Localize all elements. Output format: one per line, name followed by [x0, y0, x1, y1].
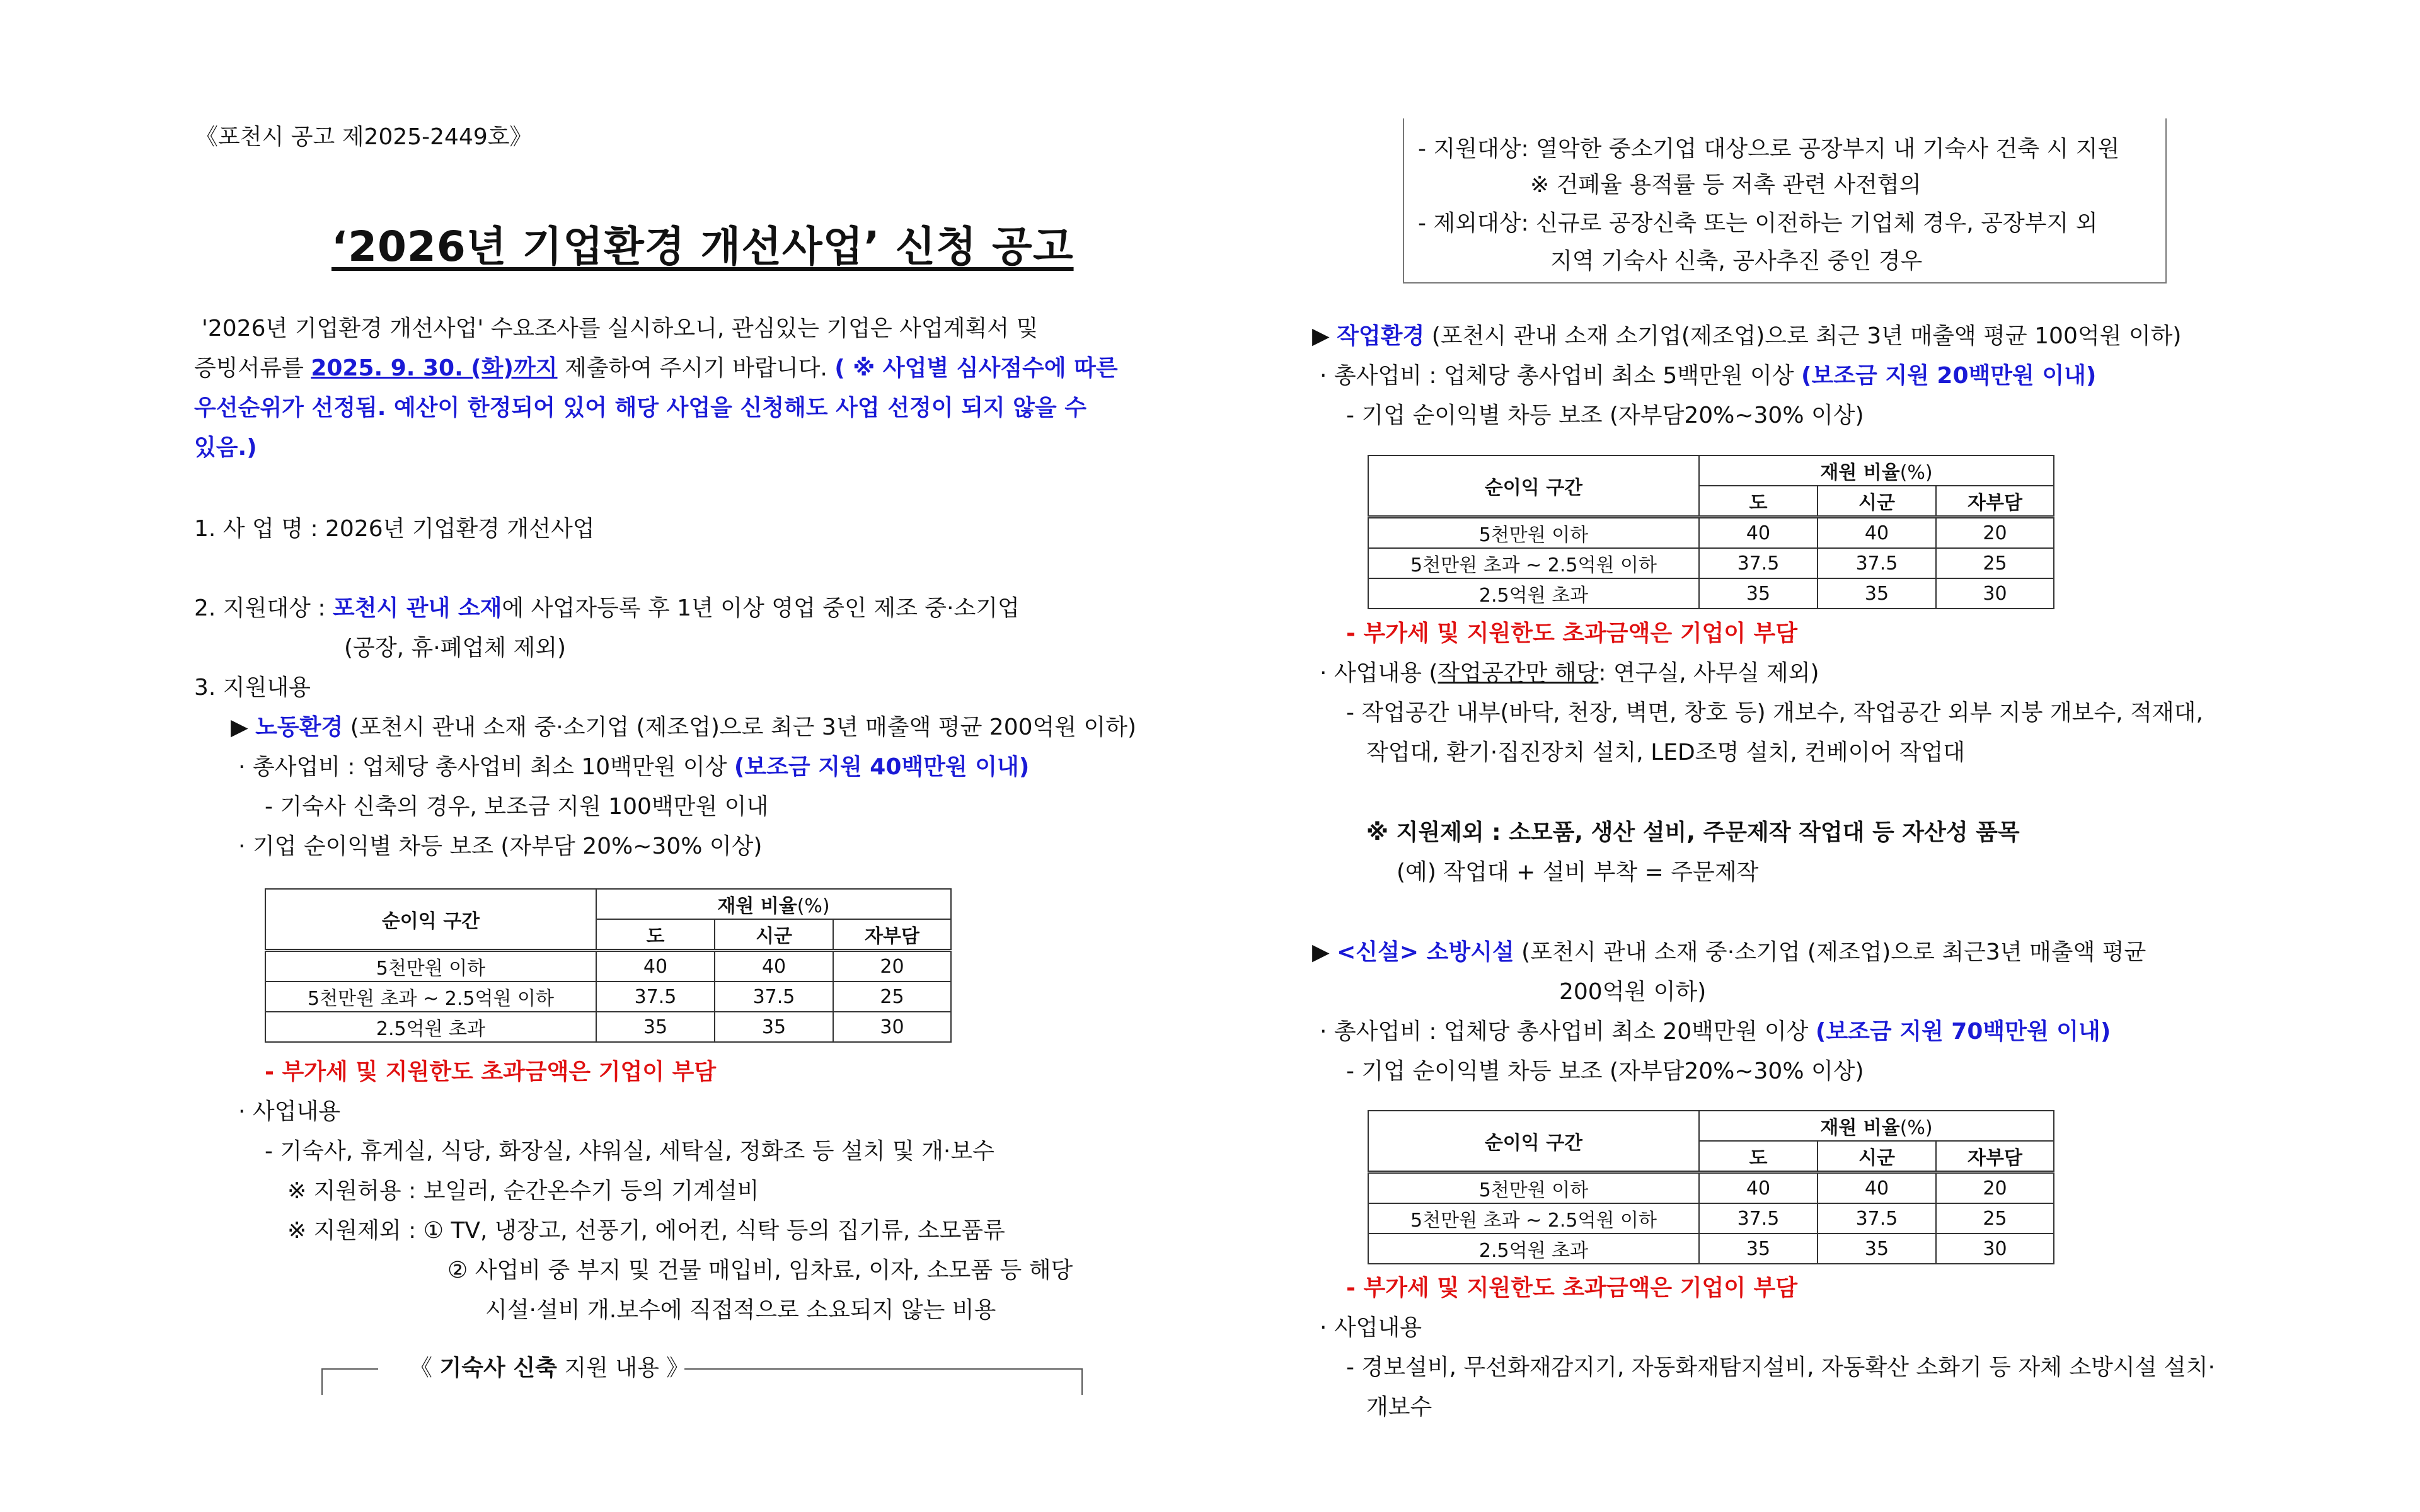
intro-notice: ( ※ 사업별 심사점수에 따른 — [834, 355, 1118, 381]
table-row — [1368, 548, 2054, 578]
work-desc: (포천시 관내 소재 소기업(제조업)으로 최근 3년 매출액 평균 100억원 이하) — [1431, 323, 2182, 349]
funding-ratio-table-work — [1368, 455, 2054, 609]
header-ratio — [1699, 1111, 2054, 1141]
intro-text: 증빙서류를 — [194, 355, 311, 381]
work-heading — [1312, 323, 2181, 350]
labor-cost-text: · 총사업비 : 업체당 총사업비 최소 10백만원 이상 — [238, 754, 734, 780]
fire-content-1: - 경보설비, 무선화재감지기, 자동화재탐지설비, 자동확산 소화기 등 자체 소방시설 설치· — [1346, 1354, 2215, 1380]
intro-line-4: 있음.) — [194, 435, 257, 461]
arrow-icon: ▶ — [231, 714, 248, 740]
cell-do: 37.5 — [1699, 548, 1818, 578]
cell-self: 20 — [1936, 517, 2054, 549]
work-content-1: - 작업공간 내부(바닥, 천장, 벽면, 창호 등) 개보수, 작업공간 외부 지붕 개보수, 적재대, — [1346, 700, 2203, 726]
labor-content-5: 시설·설비 개.보수에 직접적으로 소요되지 않는 비용 — [485, 1297, 996, 1323]
cell-range: 5천만원 이하 — [1368, 1172, 1699, 1204]
dorm-box-line-4: 지역 기숙사 신축, 공사추진 중인 경우 — [1550, 248, 1923, 274]
cell-sigun: 35 — [715, 1012, 833, 1042]
work-vat-note: - 부가세 및 지원한도 초과금액은 기업이 부담 — [1346, 621, 1798, 646]
cell-self: 25 — [1936, 548, 2054, 578]
cell-sigun: 37.5 — [1818, 548, 1936, 578]
table-row — [1368, 1203, 2054, 1234]
table-row — [265, 982, 951, 1012]
target-location: 포천시 관내 소재 — [332, 595, 502, 621]
header-pct: (%) — [797, 895, 830, 917]
labor-dorm-note: - 기숙사 신축의 경우, 보조금 지원 100백만원 이내 — [265, 794, 769, 820]
target-desc: 에 사업자등록 후 1년 이상 영업 중인 제조 중·소기업 — [502, 595, 1020, 621]
cell-sigun: 40 — [1818, 517, 1936, 549]
cell-self: 30 — [1936, 1234, 2054, 1264]
box-divider — [1081, 1368, 1083, 1395]
labor-vat-note: - 부가세 및 지원한도 초과금액은 기업이 부담 — [265, 1059, 717, 1085]
header-sigun: 시군 — [1818, 486, 1936, 517]
section-3-support: 3. 지원내용 — [194, 675, 311, 701]
header-income: 순이익 구간 — [265, 889, 596, 951]
labor-content-2: ※ 지원허용 : 보일러, 순간온수기 등의 기계설비 — [287, 1178, 759, 1204]
cell-sigun: 37.5 — [1818, 1203, 1936, 1234]
intro-line-2 — [194, 355, 1118, 382]
labor-content-3: ※ 지원제외 : ① TV, 냉장고, 선풍기, 에어컨, 식탁 등의 집기류, 소모품류 — [287, 1218, 1005, 1244]
labor-total-cost — [238, 753, 1029, 781]
fire-content-heading: · 사업내용 — [1320, 1315, 1422, 1341]
box-divider — [321, 1368, 378, 1370]
section-2-target — [194, 595, 1020, 622]
cell-do: 37.5 — [1699, 1203, 1818, 1234]
cell-do: 37.5 — [596, 982, 715, 1012]
fire-subsidy-limit: (보조금 지원 70백만원 이내) — [1815, 1019, 2111, 1045]
work-total-cost — [1320, 362, 2096, 390]
fire-ratio: - 기업 순이익별 차등 보조 (자부담20%~30% 이상) — [1346, 1058, 1864, 1084]
work-example: (예) 작업대 + 설비 부착 = 주문제작 — [1397, 859, 1759, 885]
section-1-business-name: 1. 사 업 명 : 2026년 기업환경 개선사업 — [194, 516, 595, 542]
page-title: ‘2026년 기업환경 개선사업’ 신청 공고 — [331, 222, 1074, 271]
header-self: 자부담 — [1936, 1141, 2054, 1172]
cell-do: 40 — [1699, 517, 1818, 549]
box-divider — [321, 1368, 323, 1395]
table-row — [265, 951, 951, 982]
work-exclusion: ※ 지원제외 : 소모품, 생산 설비, 주문제작 작업대 등 자산성 품목 — [1366, 820, 2020, 845]
box-title-bold: 기숙사 신축 — [439, 1355, 557, 1381]
header-self: 자부담 — [833, 919, 951, 951]
cell-self: 30 — [833, 1012, 951, 1042]
cell-self: 30 — [1936, 578, 2054, 609]
cell-do: 35 — [1699, 1234, 1818, 1264]
fire-desc-2: 200억원 이하) — [1559, 979, 1707, 1005]
work-cost-text: · 총사업비 : 업체당 총사업비 최소 5백만원 이상 — [1320, 363, 1801, 389]
header-sigun: 시군 — [715, 919, 833, 951]
header-ratio — [1699, 455, 2054, 486]
dorm-box-line-1: - 지원대상: 열악한 중소기업 대상으로 공장부지 내 기숙사 건축 시 지원 — [1418, 136, 2120, 162]
dorm-box-line-3: - 제외대상: 신규로 공장신축 또는 이전하는 기업체 경우, 공장부지 외 — [1418, 210, 2098, 236]
deadline-date: 2025. 9. 30. (화)까지 — [311, 355, 558, 381]
notice-number: 《포천시 공고 제2025-2449호》 — [195, 124, 533, 150]
labor-subsidy-limit: (보조금 지원 40백만원 이내) — [734, 754, 1030, 780]
cell-self: 20 — [1936, 1172, 2054, 1204]
fire-desc: (포천시 관내 소재 중·소기업 (제조업)으로 최근3년 매출액 평균 — [1521, 939, 2146, 965]
cell-range: 5천만원 이하 — [265, 951, 596, 982]
fire-heading — [1312, 939, 2146, 966]
cell-self: 25 — [833, 982, 951, 1012]
funding-ratio-table-fire — [1368, 1110, 2054, 1264]
work-subsidy-limit: (보조금 지원 20백만원 이내) — [1801, 363, 2097, 389]
intro-text: 제출하여 주시기 바랍니다. — [557, 355, 835, 381]
work-content-exclusion: : 연구실, 사무실 제외) — [1598, 660, 1819, 686]
header-ratio-text: 재원 비율 — [717, 895, 797, 917]
box-title-open: 《 — [410, 1355, 440, 1381]
cell-sigun: 35 — [1818, 1234, 1936, 1264]
cell-do: 35 — [1699, 578, 1818, 609]
fire-total-cost — [1320, 1018, 2111, 1046]
header-ratio-text: 재원 비율 — [1820, 462, 1900, 484]
fire-content-2: 개보수 — [1366, 1394, 1432, 1420]
box-title-close: 지원 내용 》 — [556, 1355, 689, 1381]
labor-heading — [231, 714, 1136, 742]
cell-sigun: 40 — [1818, 1172, 1936, 1204]
header-sigun: 시군 — [1818, 1141, 1936, 1172]
work-content-scope: 작업공간만 해당 — [1438, 660, 1599, 686]
labor-content-4: ② 사업비 중 부지 및 건물 매입비, 임차료, 이자, 소모품 등 해당 — [447, 1257, 1073, 1283]
header-income: 순이익 구간 — [1368, 455, 1699, 517]
fire-name: <신설> 소방시설 — [1337, 939, 1514, 965]
cell-sigun: 40 — [715, 951, 833, 982]
table-row — [1368, 517, 2054, 549]
dorm-box-line-2: ※ 건폐율 용적률 등 저촉 관련 사전협의 — [1530, 172, 1922, 198]
labor-content-1: - 기숙사, 휴게실, 식당, 화장실, 샤워실, 세탁실, 정화조 등 설치 및 개·보수 — [265, 1138, 994, 1164]
header-ratio-text: 재원 비율 — [1820, 1117, 1900, 1139]
header-self: 자부담 — [1936, 486, 2054, 517]
intro-line-1: '2026년 기업환경 개선사업' 수요조사를 실시하오니, 관심있는 기업은 사업계획서 및 — [202, 316, 1039, 341]
funding-ratio-table-labor — [265, 888, 952, 1043]
cell-range: 5천만원 초과 ~ 2.5억원 이하 — [265, 982, 596, 1012]
cell-self: 20 — [833, 951, 951, 982]
labor-ratio: · 기업 순이익별 차등 보조 (자부담 20%~30% 이상) — [238, 833, 763, 859]
arrow-icon: ▶ — [1312, 323, 1330, 349]
cell-range: 2.5억원 초과 — [265, 1012, 596, 1042]
cell-do: 40 — [1699, 1172, 1818, 1204]
arrow-icon: ▶ — [1312, 939, 1330, 965]
header-pct: (%) — [1899, 1117, 1933, 1139]
table-row — [1368, 578, 2054, 609]
cell-do: 40 — [596, 951, 715, 982]
header-income: 순이익 구간 — [1368, 1111, 1699, 1172]
cell-sigun: 37.5 — [715, 982, 833, 1012]
target-exclusion: (공장, 휴·폐업체 제외) — [344, 635, 567, 661]
work-ratio: - 기업 순이익별 차등 보조 (자부담20%~30% 이상) — [1346, 403, 1864, 428]
work-name: 작업환경 — [1337, 323, 1425, 349]
cell-range: 5천만원 이하 — [1368, 517, 1699, 549]
table-row — [1368, 1234, 2054, 1264]
work-content-text: · 사업내용 ( — [1320, 660, 1438, 686]
cell-do: 35 — [596, 1012, 715, 1042]
intro-line-3: 우선순위가 선정됨. 예산이 한정되어 있어 해당 사업을 신청해도 사업 선정이 되지 않을 수 — [194, 395, 1087, 421]
cell-range: 2.5억원 초과 — [1368, 1234, 1699, 1264]
header-do: 도 — [1699, 486, 1818, 517]
dorm-box-title — [410, 1354, 689, 1382]
work-content-2: 작업대, 환기·집진장치 설치, LED조명 설치, 컨베이어 작업대 — [1366, 740, 1966, 765]
cell-range: 5천만원 초과 ~ 2.5억원 이하 — [1368, 548, 1699, 578]
header-pct: (%) — [1899, 462, 1933, 484]
target-label: 2. 지원대상 : — [194, 595, 333, 621]
labor-content-heading: · 사업내용 — [238, 1099, 340, 1125]
box-divider — [684, 1368, 1083, 1370]
cell-range: 2.5억원 초과 — [1368, 578, 1699, 609]
work-content-heading — [1320, 660, 1819, 687]
fire-vat-note: - 부가세 및 지원한도 초과금액은 기업이 부담 — [1346, 1275, 1798, 1301]
labor-desc: (포천시 관내 소재 중·소기업 (제조업)으로 최근 3년 매출액 평균 200억원 이하) — [350, 714, 1137, 740]
cell-range: 5천만원 초과 ~ 2.5억원 이하 — [1368, 1203, 1699, 1234]
table-row — [1368, 1172, 2054, 1204]
labor-name: 노동환경 — [255, 714, 343, 740]
header-do: 도 — [596, 919, 715, 951]
cell-sigun: 35 — [1818, 578, 1936, 609]
header-do: 도 — [1699, 1141, 1818, 1172]
header-ratio — [596, 889, 951, 919]
fire-cost-text: · 총사업비 : 업체당 총사업비 최소 20백만원 이상 — [1320, 1019, 1816, 1045]
cell-self: 25 — [1936, 1203, 2054, 1234]
table-row — [265, 1012, 951, 1042]
